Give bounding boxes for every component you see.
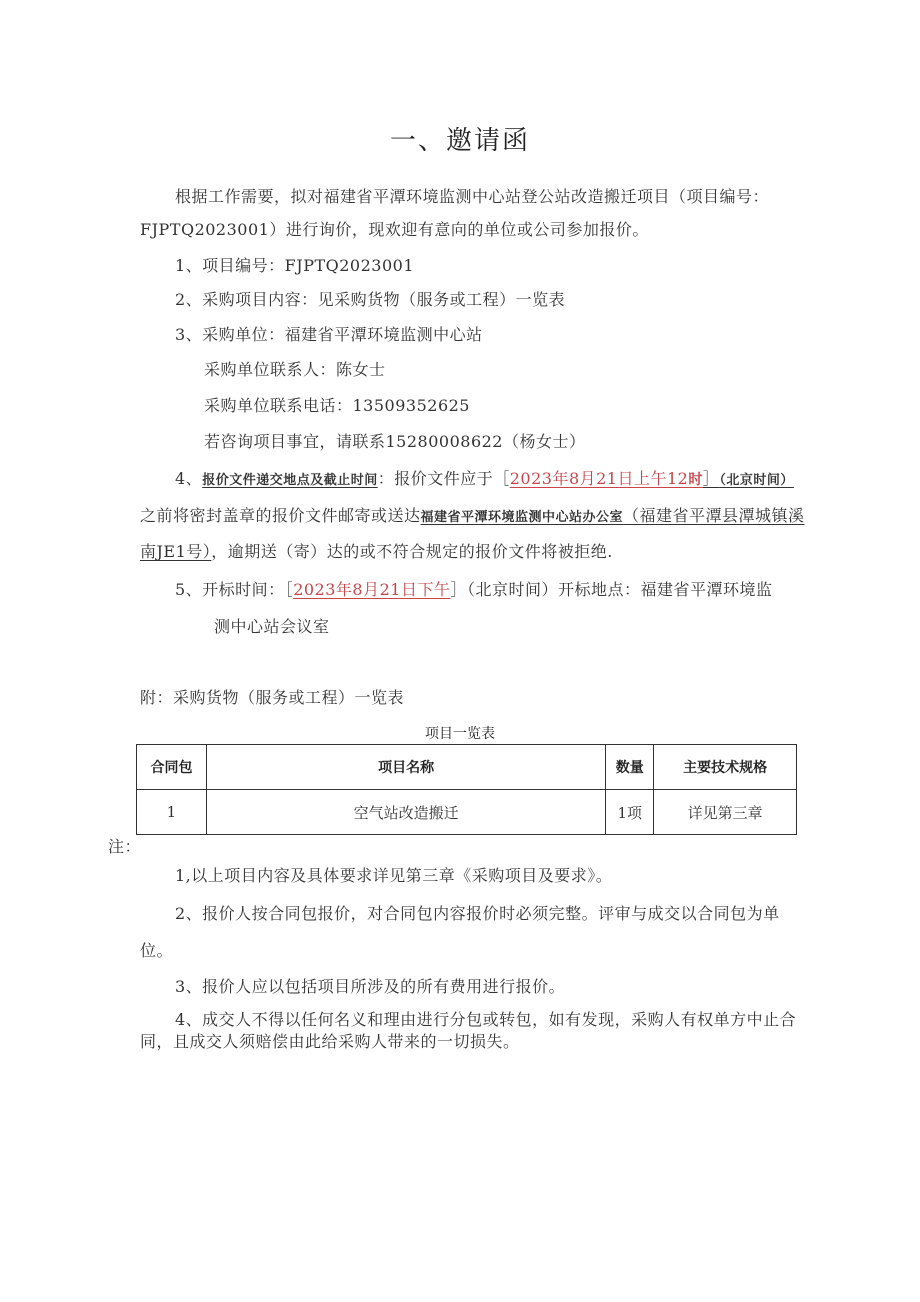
note-4-line-2: 同，且成交人须赔偿由此给采购人带来的一切损失。 xyxy=(140,1032,520,1051)
note-3: 3、报价人应以包括项目所涉及的所有费用进行报价。 xyxy=(175,977,566,996)
deadline-beijing: （北京时间） xyxy=(719,473,794,488)
deadline-hour: 时 xyxy=(688,472,703,488)
deadline-prefix: 4、 xyxy=(175,469,203,488)
intro-line-2: FJPTQ2023001）进行询价，现欢迎有意向的单位或公司参加报价。 xyxy=(140,220,649,239)
deadline-office: 福建省平潭环境监测中心站办公室 xyxy=(420,510,624,525)
inquiry-contact: 若咨询项目事宜，请联系15280008622（杨女士） xyxy=(204,432,586,451)
project-number: 1、项目编号：FJPTQ2023001 xyxy=(175,256,415,275)
deadline-line-2 xyxy=(140,506,805,528)
cell-spec: 详见第三章 xyxy=(654,790,797,835)
header-quantity: 数量 xyxy=(606,745,654,790)
opening-time: 2023年8月21日下午 xyxy=(293,580,451,599)
deadline-line-3 xyxy=(140,542,613,562)
note-2-line-1: 2、报价人按合同包报价，对合同包内容报价时必须完整。评审与成交以合同包为单 xyxy=(175,904,780,923)
deadline-address-b: 南JE1号） xyxy=(140,542,212,561)
table-row xyxy=(137,790,797,835)
procurement-unit: 3、采购单位：福建省平潭环境监测中心站 xyxy=(175,325,483,344)
note-4-line-1: 4、成交人不得以任何名义和理由进行分包或转包，如有发现，采购人有权单方中止合 xyxy=(175,1010,797,1029)
deadline-line3-rest: ，逾期送（寄）达的或不符合规定的报价文件将被拒绝. xyxy=(211,542,613,561)
table-caption: 项目一览表 xyxy=(425,726,495,742)
attachment-label: 附：采购货物（服务或工程）一览表 xyxy=(140,688,405,707)
opening-rest: ］（北京时间）开标地点：福建省平潭环境监 xyxy=(450,580,773,599)
header-package: 合同包 xyxy=(137,745,207,790)
note-2-line-2: 位。 xyxy=(140,941,174,960)
deadline-label: 报价文件递交地点及截止时间 xyxy=(202,473,378,488)
opening-line-2: 测中心站会议室 xyxy=(214,617,330,636)
deadline-bracket: ］ xyxy=(702,469,720,488)
deadline-line2-text: 之前将密封盖章的报价文件邮寄或送达 xyxy=(140,506,421,525)
header-project-name: 项目名称 xyxy=(206,745,605,790)
intro-line-1: 根据工作需要，拟对福建省平潭环境监测中心站登公站改造搬迁项目（项目编号： xyxy=(175,187,770,206)
cell-quantity: 1项 xyxy=(606,790,654,835)
opening-line-1 xyxy=(175,580,772,600)
contact-person: 采购单位联系人：陈女士 xyxy=(204,360,386,379)
items-table xyxy=(136,744,797,835)
deadline-colon-text: ：报价文件应于［ xyxy=(377,469,510,488)
procurement-content: 2、采购项目内容：见采购货物（服务或工程）一览表 xyxy=(175,290,566,309)
deadline-line-1 xyxy=(175,469,794,491)
opening-prefix: 5、开标时间：［ xyxy=(175,580,294,599)
contact-phone: 采购单位联系电话：13509352625 xyxy=(204,396,470,415)
table-header-row xyxy=(137,745,797,790)
deadline-address-a: （福建省平潭县潭城镇溪 xyxy=(623,506,805,525)
header-spec: 主要技术规格 xyxy=(654,745,797,790)
note-1: 1,以上项目内容及具体要求详见第三章《采购项目及要求》。 xyxy=(175,866,613,885)
cell-package: 1 xyxy=(137,790,207,835)
page-title: 一、邀请函 xyxy=(389,126,530,156)
notes-label: 注： xyxy=(108,837,142,856)
cell-project-name: 空气站改造搬迁 xyxy=(206,790,605,835)
deadline-time: 2023年8月21日上午12 xyxy=(509,469,689,488)
